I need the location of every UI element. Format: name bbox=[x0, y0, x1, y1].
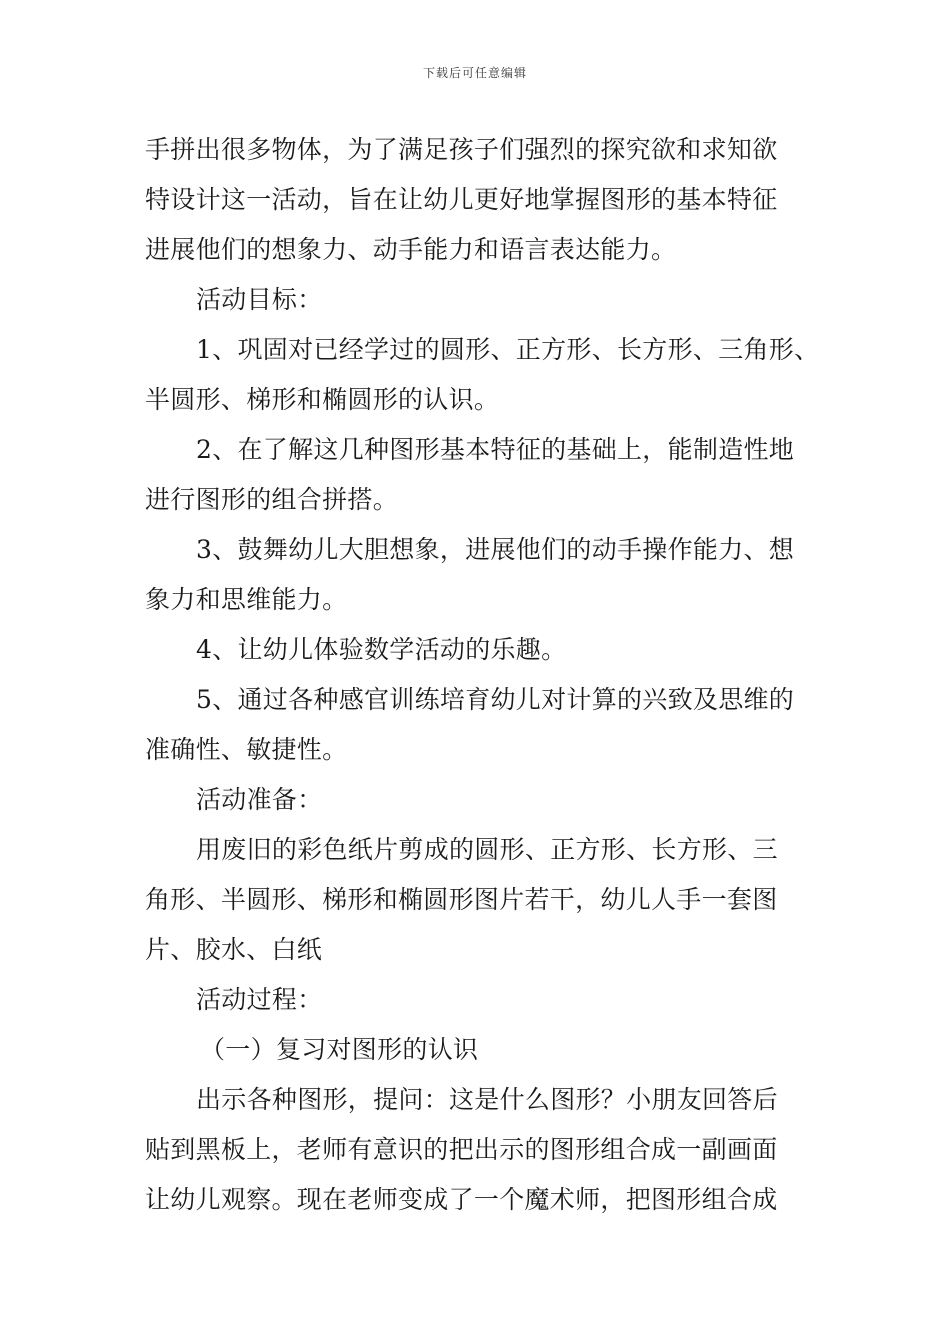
page-header: 下载后可任意编辑 bbox=[422, 66, 527, 80]
paragraph-line: 4、让幼儿体验数学活动的乐趣。 bbox=[196, 635, 567, 664]
paragraph-line: 准确性、敏捷性。 bbox=[145, 735, 348, 764]
paragraph-line: 进行图形的组合拼搭。 bbox=[145, 485, 399, 514]
paragraph-line: 进展他们的想象力、动手能力和语言表达能力。 bbox=[145, 235, 677, 264]
paragraph-line: 贴到黑板上，老师有意识的把出示的图形组合成一副画面 bbox=[145, 1135, 778, 1164]
paragraph-line: 3、鼓舞幼儿大胆想象，进展他们的动手操作能力、想 bbox=[196, 535, 795, 564]
paragraph-line: 让幼儿观察。现在老师变成了一个魔术师，把图形组合成 bbox=[145, 1185, 778, 1214]
subsection-heading: （一）复习对图形的认识 bbox=[200, 1035, 479, 1064]
section-heading: 活动过程： bbox=[196, 985, 323, 1014]
section-heading: 活动准备： bbox=[196, 785, 323, 814]
paragraph-line: 1、巩固对已经学过的圆形、正方形、长方形、三角形、 bbox=[196, 335, 820, 364]
paragraph-line: 手拼出很多物体，为了满足孩子们强烈的探究欲和求知欲 bbox=[145, 135, 778, 164]
paragraph-line: 出示各种图形，提问：这是什么图形？小朋友回答后 bbox=[196, 1085, 778, 1114]
paragraph-line: 象力和思维能力。 bbox=[145, 585, 348, 614]
section-heading: 活动目标： bbox=[196, 285, 323, 314]
paragraph-line: 2、在了解这几种图形基本特征的基础上，能制造性地 bbox=[196, 435, 795, 464]
paragraph-line: 用废旧的彩色纸片剪成的圆形、正方形、长方形、三 bbox=[196, 835, 778, 864]
paragraph-line: 特设计这一活动，旨在让幼儿更好地掌握图形的基本特征 bbox=[145, 185, 778, 214]
paragraph-line: 角形、半圆形、梯形和椭圆形图片若干，幼儿人手一套图 bbox=[145, 885, 778, 914]
paragraph-line: 片、胶水、白纸 bbox=[145, 935, 323, 964]
paragraph-line: 5、通过各种感官训练培育幼儿对计算的兴致及思维的 bbox=[196, 685, 795, 714]
paragraph-line: 半圆形、梯形和椭圆形的认识。 bbox=[145, 385, 500, 414]
